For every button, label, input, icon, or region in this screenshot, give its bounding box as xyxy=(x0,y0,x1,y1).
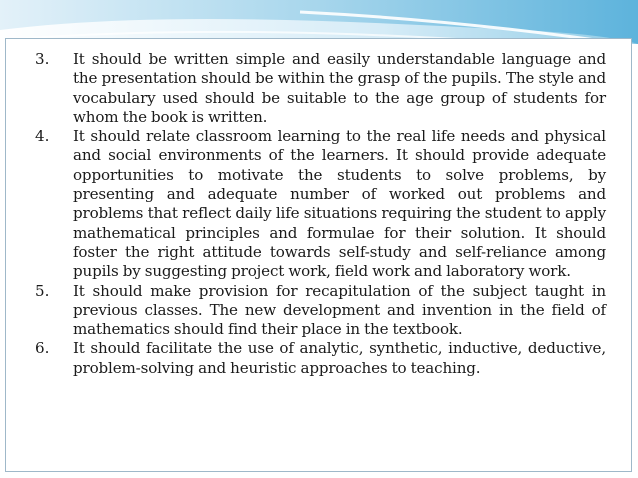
list-item-text: It should facilitate the use of analytic, synthetic, inductive, deductive, problem-solving and heuristic approaches to teaching. xyxy=(73,339,606,377)
list-item-text: It should make provision for recapitulation of the subject taught in previous classes. The new development and invention in the field of mathematics should find their place in the textbook. xyxy=(73,281,606,339)
list-item-text: It should relate classroom learning to the real life needs and physical and social environments of the learners. It should provide adequate opportunities to motivate the students to solve problems, by presenting and adequate number of worked out problems and problems that reflect daily life situations requiring the student to apply mathematical principles and formulae for their solution. It should foster the right attitude towards self-study and self-reliance among pupils by suggesting project work, field work and laboratory work. xyxy=(73,127,606,281)
list-item-number: 5. xyxy=(35,281,50,300)
list-item-number: 4. xyxy=(35,127,50,146)
numbered-list xyxy=(35,50,606,378)
list-item xyxy=(35,339,606,378)
list-item xyxy=(35,127,606,281)
list-item-text: It should be written simple and easily understandable language and the presentation should be within the grasp of the pupils. The style and vocabulary used should be suitable to the age group of students for whom the book is written. xyxy=(73,50,606,126)
list-item-number: 3. xyxy=(35,50,50,68)
list-item xyxy=(35,50,606,127)
list-item xyxy=(35,282,606,340)
list-item-number: 6. xyxy=(35,339,50,358)
